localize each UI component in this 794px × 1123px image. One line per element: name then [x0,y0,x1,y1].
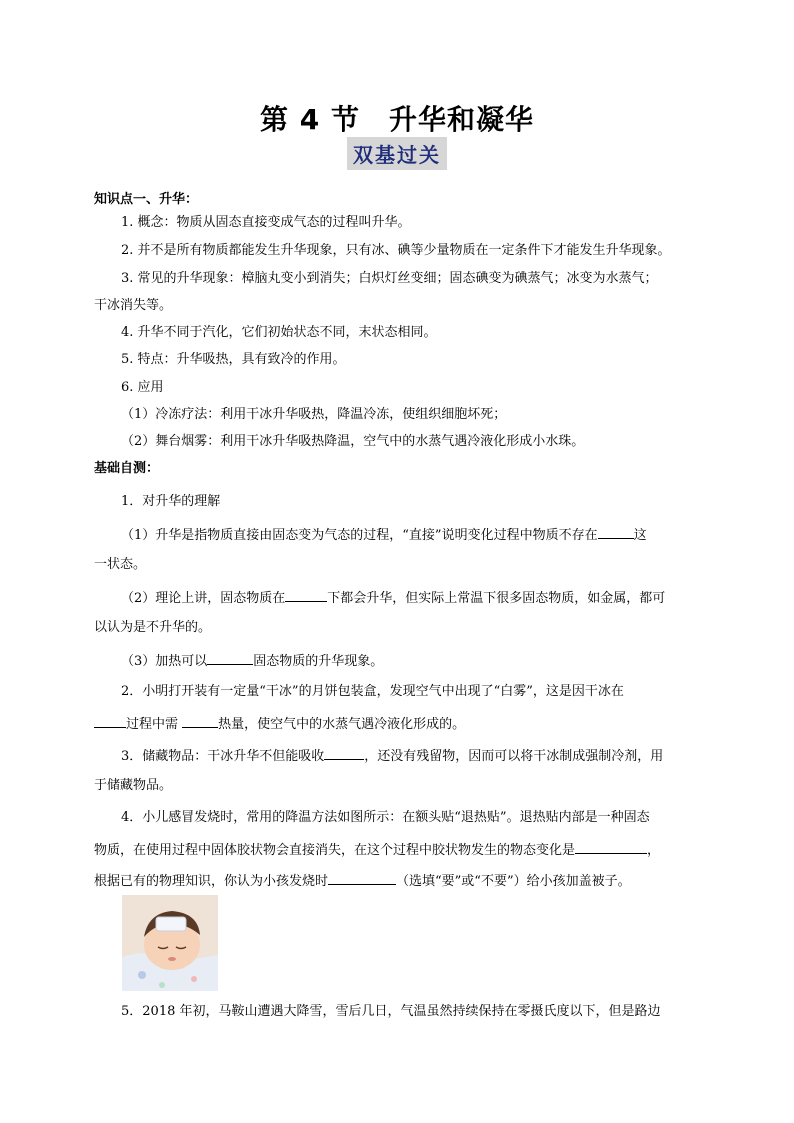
question-2-cont: 过程中需 热量，使空气中的水蒸气遇冷液化形成的。 [94,715,704,733]
knowledge-item: 3. 常见的升华现象：樟脑丸变小到消失；白炽灯丝变细；固态碘变为碘蒸气；冰变为水蒸气； [121,271,658,286]
question-1-part-1: （1）升华是指物质直接由固态变为气态的过程，“直接”说明变化过程中物质不存在 这 [121,528,647,543]
knowledge-item: 6. 应用 [121,380,164,395]
knowledge-item: 干冰消失等。 [94,298,173,313]
question-2: 2．小明打开装有一定量“干冰”的月饼包装盒，发现空气中出现了“白雾”，这是因干冰在 [121,684,624,699]
selftest-heading: 基础自测： [94,461,160,476]
question-3-cont: 于储藏物品。 [94,778,173,793]
answer-blank[interactable] [575,841,647,854]
question-1-title: 1．对升华的理解 [121,494,221,509]
question-4: 4．小儿感冒发烧时，常用的降温方法如图所示：在额头贴“退热贴”。退热贴内部是一种固态 [121,810,650,825]
answer-blank[interactable] [324,747,364,760]
page-title: 第 4 节 升华和凝华 [260,103,534,136]
answer-blank[interactable] [207,652,253,665]
question-4-cont-2: 根据已有的物理知识，你认为小孩发烧时 （选填“要”或“不要”）给小孩加盖被子。 [94,874,631,889]
sleeping-child-photo [122,895,218,991]
question-4-cont: 物质，在使用过程中固体胶状物会直接消失，在这个过程中胶状物发生的物态变化是 ， [94,843,661,858]
section-subtitle: 双基过关 [347,137,447,170]
child-illustration-icon [122,895,218,991]
answer-blank[interactable] [328,872,396,885]
knowledge-item: 2. 并不是所有物质都能发生升华现象，只有冰、碘等少量物质在一定条件下才能发生升华现象。 [121,243,671,258]
answer-blank[interactable] [285,589,327,602]
knowledge-item: （1）冷冻疗法：利用干冰升华吸热，降温冷冻，使组织细胞坏死； [121,407,507,422]
knowledge-item: 1. 概念：物质从固态直接变成气态的过程叫升华。 [121,215,411,230]
knowledge-heading: 知识点一、升华： [94,192,199,207]
answer-blank[interactable] [182,715,218,728]
question-1-part-2-cont: 以认为是不升华的。 [94,620,212,635]
question-5: 5．2018 年初，马鞍山遭遇大降雪，雪后几日，气温虽然持续保持在零摄氏度以下，但是路边 [121,1004,661,1019]
knowledge-item: （2）舞台烟雾：利用干冰升华吸热降温，空气中的水蒸气遇冷液化形成小水珠。 [121,434,585,449]
subtitle-wrap [0,137,794,170]
question-3: 3．储藏物品：干冰升华不但能吸收 ，还没有残留物，因而可以将干冰制成强制冷剂，用 [121,749,664,764]
question-1-part-3: （3）加热可以 固态物质的升华现象。 [121,654,384,669]
question-1-part-2: （2）理论上讲，固态物质在 下都会升华，但实际上常温下很多固态物质，如金属，都可 [121,591,666,606]
answer-blank[interactable] [598,526,634,539]
knowledge-item: 4. 升华不同于汽化，它们初始状态不同，末状态相同。 [121,325,437,340]
question-1-part-1-cont: 一状态。 [94,557,147,572]
answer-blank[interactable] [94,715,126,728]
knowledge-item: 5. 特点：升华吸热，具有致冷的作用。 [121,352,346,367]
